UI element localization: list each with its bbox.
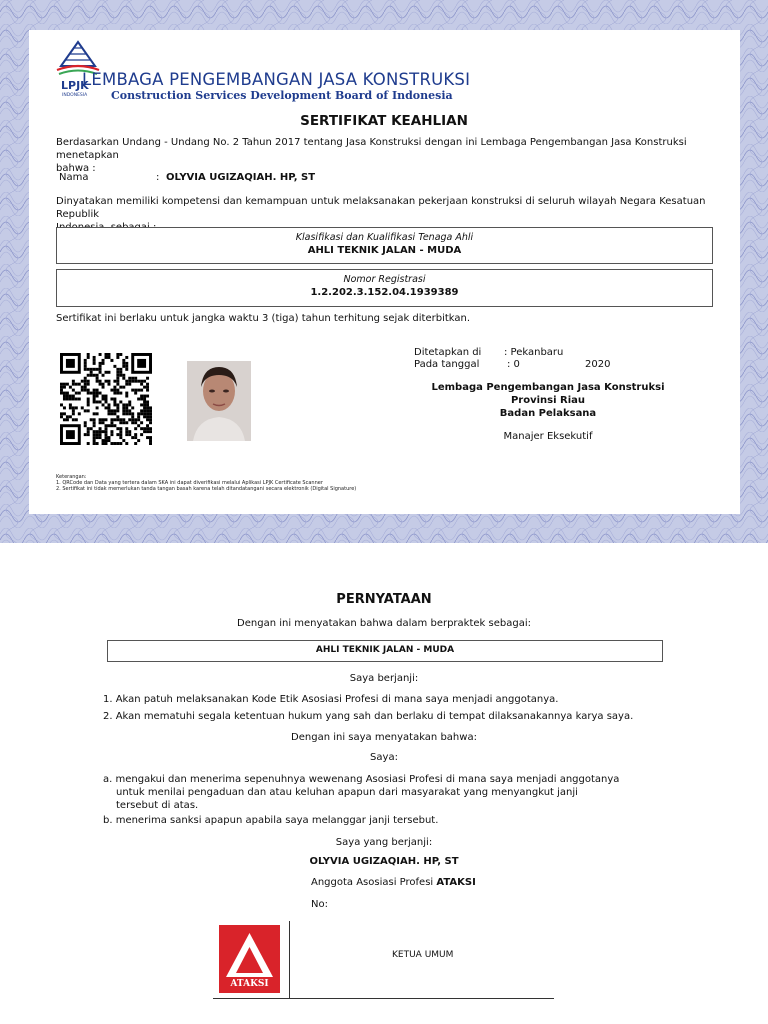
registration-value: 1.2.202.3.152.04.1939389	[310, 287, 459, 298]
intro-line-2: bahwa :	[56, 163, 96, 174]
issuer-line-2: Provinsi Riau	[510, 395, 586, 406]
classification-caption: Klasifikasi dan Kualifikasi Tenaga Ahli	[295, 232, 474, 243]
declare-heading: Dengan ini saya menyatakan bahwa:	[291, 732, 477, 743]
date-value: : 0	[507, 359, 520, 370]
name-separator: :	[156, 172, 160, 183]
ataksi-logo-text: ATAKSI	[230, 979, 269, 989]
promise-heading: Saya berjanji:	[349, 673, 419, 684]
registration-box	[56, 269, 713, 307]
registration-caption: Nomor Registrasi	[343, 274, 426, 285]
issuer-line-1: Lembaga Pengembangan Jasa Konstruksi	[431, 382, 665, 393]
lpjk-logo-sub: INDONESIA	[62, 93, 88, 98]
declaration-intro: Dengan ini menyatakan bahwa dalam berpraktek sebagai:	[237, 618, 531, 629]
ataksi-logo	[219, 925, 280, 993]
saya-label: Saya:	[370, 752, 398, 763]
name-value: OLYVIA UGIZAQIAH. HP, ST	[166, 172, 316, 183]
role-value: AHLI TEKNIK JALAN - MUDA	[315, 645, 455, 655]
note-2: 2. Sertifikat ini tidak memerlukan tanda tangan basah karena telah ditandatangani secara elektronik (Digital Signature)	[56, 486, 357, 492]
member-label: Anggota Asosiasi Profesi	[311, 877, 437, 888]
org-name: LEMBAGA PENGEMBANGAN JASA KONSTRUKSI	[82, 70, 471, 89]
qr-code	[60, 353, 152, 445]
date-label: Pada tanggal	[414, 359, 480, 370]
certificate-title: SERTIFIKAT KEAHLIAN	[300, 113, 468, 129]
member-line	[311, 876, 476, 889]
point-a	[103, 773, 619, 812]
point-b: b. menerima sanksi apapun apabila saya melanggar janji tersebut.	[103, 815, 439, 826]
role-box	[107, 640, 663, 662]
issuer-line-3: Badan Pelaksana	[499, 408, 597, 419]
issued-at-label: Ditetapkan di	[414, 347, 482, 358]
org-name-en: Construction Services Development Board of Indonesia	[111, 89, 453, 102]
signature-divider	[289, 921, 290, 998]
holder-photo	[187, 361, 251, 441]
classification-box	[56, 227, 713, 264]
point-a-line-2: untuk menilai pengaduan dan atau keluhan apapun dari masyarakat yang menyangkut janji	[116, 787, 578, 798]
point-a-line-3: tersebut di atas.	[116, 800, 199, 811]
lpjk-logo-text: LPJK	[61, 79, 89, 92]
signer-title: Manajer Eksekutif	[503, 431, 593, 442]
classification-value: AHLI TEKNIK JALAN - MUDA	[307, 245, 462, 256]
notes-block	[56, 474, 356, 492]
intro-text	[56, 136, 736, 175]
date-year: 2020	[585, 359, 611, 370]
chair-title: KETUA UMUM	[392, 950, 454, 960]
issuer-block	[420, 381, 676, 420]
name-label: Nama	[59, 172, 89, 183]
signed-label: Saya yang berjanji:	[335, 837, 433, 848]
validity-text: Sertifikat ini berlaku untuk jangka waktu 3 (tiga) tahun terhitung sejak diterbitkan.	[56, 313, 471, 324]
promise-1: 1. Akan patuh melaksanakan Kode Etik Asosiasi Profesi di mana saya menjadi anggotanya.	[103, 694, 559, 705]
intro-line-1: Berdasarkan Undang - Undang No. 2 Tahun 2017 tentang Jasa Konstruksi dengan ini Lembaga Pengembangan Jasa Konstruksi menetapkan	[56, 137, 687, 161]
no-label: No:	[311, 899, 328, 910]
declaration-title: PERNYATAAN	[336, 592, 432, 607]
point-a-line-1: a. mengakui dan menerima sepenuhnya wewenang Asosiasi Profesi di mana saya menjadi anggotanya	[103, 774, 620, 785]
issued-at-value: : Pekanbaru	[504, 347, 564, 358]
ataksi-triangle-icon	[219, 925, 280, 981]
signature-baseline	[213, 998, 554, 999]
note-1: 1. QRCode dan Data yang tertera dalam SKA ini dapat diverifikasi melalui Aplikasi LPJK Certificate Scanner	[56, 480, 323, 486]
signed-name: OLYVIA UGIZAQIAH. HP, ST	[309, 856, 459, 867]
portrait-image	[187, 361, 251, 441]
statement-line-1: Dinyatakan memiliki kompetensi dan kemampuan untuk melaksanakan pekerjaan konstruksi di seluruh wilayah Negara Kesatuan Republik	[56, 196, 706, 220]
member-org: ATAKSI	[436, 877, 476, 888]
promise-2: 2. Akan mematuhi segala ketentuan hukum yang sah dan berlaku di tempat dilaksanakannya karya saya.	[103, 711, 634, 722]
notes-heading: Keterangan:	[56, 474, 87, 480]
